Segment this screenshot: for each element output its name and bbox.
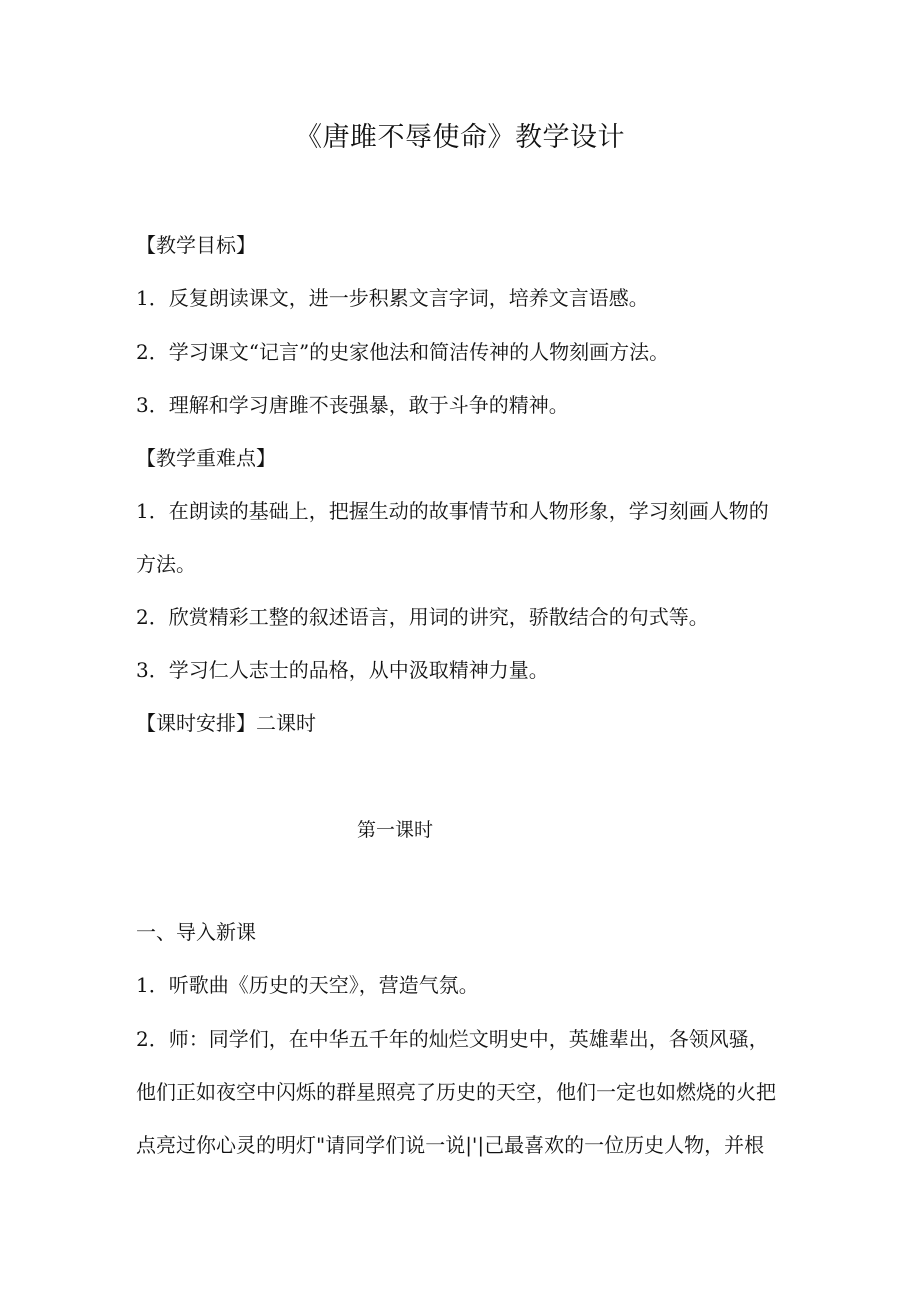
- key-point-item: 2．欣赏精彩工整的叙述语言，用词的讲究，骄散结合的句式等。: [136, 605, 709, 629]
- goal-item: 3．理解和学习唐雎不丧强暴，敢于斗争的精神。: [136, 393, 569, 417]
- section-item-continuation: 点亮过你心灵的明灯"请同学们说一说|'|己最喜欢的一位历史人物，并根: [136, 1133, 765, 1157]
- goals-heading: 【教学目标】: [136, 233, 256, 257]
- section-heading: 一、导入新课: [136, 920, 256, 944]
- goal-item: 1．反复朗读课文，进一步积累文言字词，培养文言语感。: [136, 286, 649, 310]
- key-point-item-continuation: 方法。: [136, 552, 196, 576]
- schedule-line: 【课时安排】二课时: [136, 711, 316, 735]
- goal-item: 2．学习课文“记言”的史家他法和简洁传神的人物刻画方法。: [136, 340, 670, 364]
- lesson-heading: 第一课时: [356, 819, 433, 841]
- section-item: 1．听歌曲《历史的天空》，营造气氛。: [136, 973, 479, 997]
- key-points-heading: 【教学重难点】: [136, 446, 276, 470]
- section-item: 2．师：同学们，在中华五千年的灿烂文明史中，英雄辈出，各领风骚，: [136, 1027, 769, 1051]
- document-title: 《唐雎不辱使命》教学设计: [295, 122, 625, 153]
- key-point-item: 1．在朗读的基础上，把握生动的故事情节和人物形象，学习刻画人物的: [136, 499, 769, 523]
- key-point-item: 3．学习仁人志士的品格，从中汲取精神力量。: [136, 658, 549, 682]
- section-item-continuation: 他们正如夜空中闪烁的群星照亮了历史的天空，他们一定也如燃烧的火把: [136, 1080, 776, 1104]
